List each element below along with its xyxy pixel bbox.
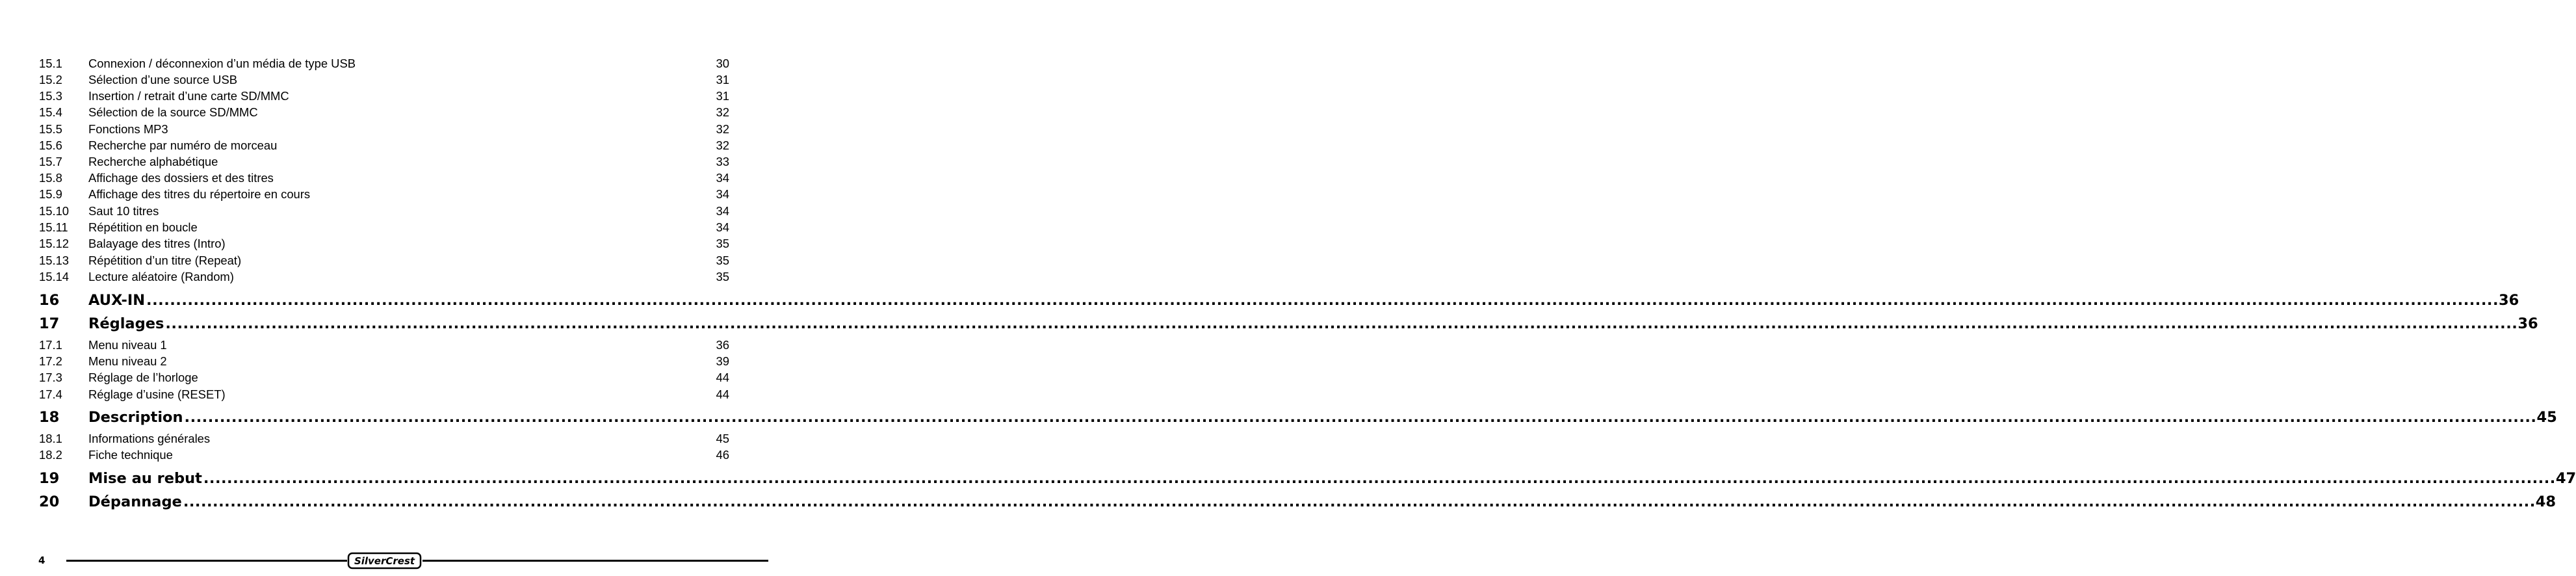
toc-subsection-entry [39, 154, 729, 170]
toc-entry-number: 18.2 [39, 448, 62, 462]
toc-entry-number: 18.1 [39, 432, 62, 445]
toc-entry-number: 15.8 [39, 171, 62, 185]
toc-section-entry [39, 492, 2556, 512]
footer-rule-right [423, 560, 768, 562]
page-number: 4 [38, 555, 46, 566]
toc-subsection-entry [39, 447, 729, 463]
toc-entry-title: Informations générales [88, 432, 211, 445]
toc-entry-number: 15.4 [39, 105, 62, 119]
silvercrest-logo [346, 552, 423, 569]
toc-section-entry [39, 469, 2576, 488]
toc-dot-leader: ................................................................................................................................................................................................................................................................................................................................................................................................................ [183, 493, 2536, 510]
toc-entry-number: 15.14 [39, 270, 70, 283]
toc-subsection-entry [39, 431, 729, 447]
toc-entry-title: Recherche par numéro de morceau [88, 138, 278, 152]
toc-entry-title: Affichage des dossiers et des titres [88, 171, 274, 185]
toc-entry-number: 15.3 [39, 89, 62, 103]
toc-subsection-entry [39, 337, 729, 353]
toc-entry-page: 36 [2499, 292, 2519, 309]
toc-subsection-entry [39, 253, 729, 268]
toc-entry-page: 34 [716, 187, 729, 201]
toc-entry-title: Répétition d’un titre (Repeat) [88, 254, 242, 267]
toc-entry-page: 44 [716, 387, 729, 401]
toc-entry-page: 45 [2536, 409, 2557, 426]
toc-entry-number: 19 [39, 470, 60, 487]
toc-dot-leader: ................................................................................................................................................................................................................................................................................................................................................................................................................ [203, 470, 2556, 487]
toc-entry-number: 15.11 [39, 220, 68, 234]
toc-entry-title: Mise au rebut [88, 470, 202, 487]
toc-entry-title: Menu niveau 1 [88, 338, 167, 352]
toc-entry-page: 31 [716, 73, 729, 86]
toc-entry-title: Répétition en boucle [88, 220, 198, 234]
toc-entry-page: 45 [716, 432, 729, 445]
toc-entry-page: 48 [2535, 493, 2556, 510]
toc-entry-number: 16 [39, 292, 60, 309]
svg-text:SilverCrest: SilverCrest [354, 555, 415, 567]
toc-entry-title: Sélection d’une source USB [88, 73, 237, 86]
toc-subsection-entry [39, 387, 729, 402]
toc-entry-page: 46 [716, 448, 729, 462]
toc-subsection-entry [39, 105, 729, 120]
toc-entry-title: Description [88, 409, 183, 426]
toc-entry-page: 35 [716, 254, 729, 267]
toc-entry-title: Affichage des titres du répertoire en cours [88, 187, 311, 201]
toc-entry-number: 18 [39, 409, 60, 426]
toc-entry-title: Insertion / retrait d’une carte SD/MMC [88, 89, 289, 103]
toc-entry-page: 35 [716, 270, 729, 283]
toc-entry-title: Recherche alphabétique [88, 155, 218, 168]
toc-entry-title: Saut 10 titres [88, 204, 159, 218]
toc-subsection-entry [39, 138, 729, 153]
toc-entry-page: 30 [716, 57, 729, 70]
toc-entry-title: Fiche technique [88, 448, 173, 462]
toc-subsection-entry [39, 354, 729, 369]
toc-entry-number: 15.2 [39, 73, 62, 86]
toc-subsection-entry [39, 170, 729, 186]
toc-entry-page: 47 [2555, 470, 2576, 487]
toc-entry-number: 15.5 [39, 122, 62, 136]
toc-entry-number: 15.13 [39, 254, 70, 267]
toc-subsection-entry [39, 187, 729, 202]
toc-dot-leader: ................................................................................................................................................................................................................................................................................................................................................................................................................ [184, 409, 2537, 426]
toc-subsection-entry [39, 236, 729, 252]
toc-entry-page: 44 [716, 371, 729, 384]
toc-entry-number: 15.12 [39, 237, 70, 250]
toc-subsection-entry [39, 220, 729, 235]
footer-rule-left [66, 560, 347, 562]
toc-entry-page: 33 [716, 155, 729, 168]
toc-section-entry [39, 314, 2538, 334]
toc-entry-title: Balayage des titres (Intro) [88, 237, 226, 250]
toc-entry-page: 34 [716, 171, 729, 185]
toc-entry-page: 35 [716, 237, 729, 250]
toc-entry-page: 31 [716, 89, 729, 103]
toc-entry-title: Sélection de la source SD/MMC [88, 105, 258, 119]
toc-subsection-entry [39, 122, 729, 137]
toc-subsection-entry [39, 72, 729, 88]
toc-entry-number: 17.3 [39, 371, 62, 384]
toc-subsection-entry [39, 370, 729, 386]
toc-dot-leader: ................................................................................................................................................................................................................................................................................................................................................................................................................ [146, 292, 2499, 309]
toc-entry-page: 32 [716, 105, 729, 119]
toc-entry-title: Lecture aléatoire (Random) [88, 270, 234, 283]
page-footer [0, 550, 768, 572]
toc-entry-page: 39 [716, 354, 729, 368]
toc-entry-number: 15.7 [39, 155, 62, 168]
toc-entry-title: Réglage de l’horloge [88, 371, 198, 384]
toc-entry-title: Menu niveau 2 [88, 354, 167, 368]
toc-subsection-entry [39, 88, 729, 104]
toc-subsection-entry [39, 56, 729, 72]
toc-entry-page: 36 [716, 338, 729, 352]
toc-entry-number: 17.2 [39, 354, 62, 368]
toc-entry-page: 34 [716, 204, 729, 218]
toc-entry-title: Dépannage [88, 493, 182, 510]
toc-entry-number: 17.1 [39, 338, 62, 352]
toc-entry-title: Connexion / déconnexion d’un média de type USB [88, 57, 356, 70]
toc-subsection-entry [39, 203, 729, 219]
toc-subsection-entry [39, 269, 729, 285]
toc-entry-page: 36 [2517, 315, 2538, 332]
toc-section-entry [39, 408, 2557, 427]
toc-dot-leader: ................................................................................................................................................................................................................................................................................................................................................................................................................ [165, 315, 2518, 332]
toc-section-entry [39, 291, 2519, 310]
toc-entry-page: 32 [716, 138, 729, 152]
toc-entry-number: 20 [39, 493, 60, 510]
toc-entry-page: 34 [716, 220, 729, 234]
toc-entry-number: 17.4 [39, 387, 62, 401]
toc-entry-number: 15.1 [39, 57, 62, 70]
toc-entry-number: 17 [39, 315, 60, 332]
toc-entry-title: AUX-IN [88, 292, 146, 309]
toc-entry-number: 15.6 [39, 138, 62, 152]
toc-entry-title: Réglage d’usine (RESET) [88, 387, 226, 401]
toc-entry-number: 15.9 [39, 187, 62, 201]
toc-entry-title: Réglages [88, 315, 164, 332]
toc-entry-number: 15.10 [39, 204, 70, 218]
toc-entry-page: 32 [716, 122, 729, 136]
toc-entry-title: Fonctions MP3 [88, 122, 168, 136]
